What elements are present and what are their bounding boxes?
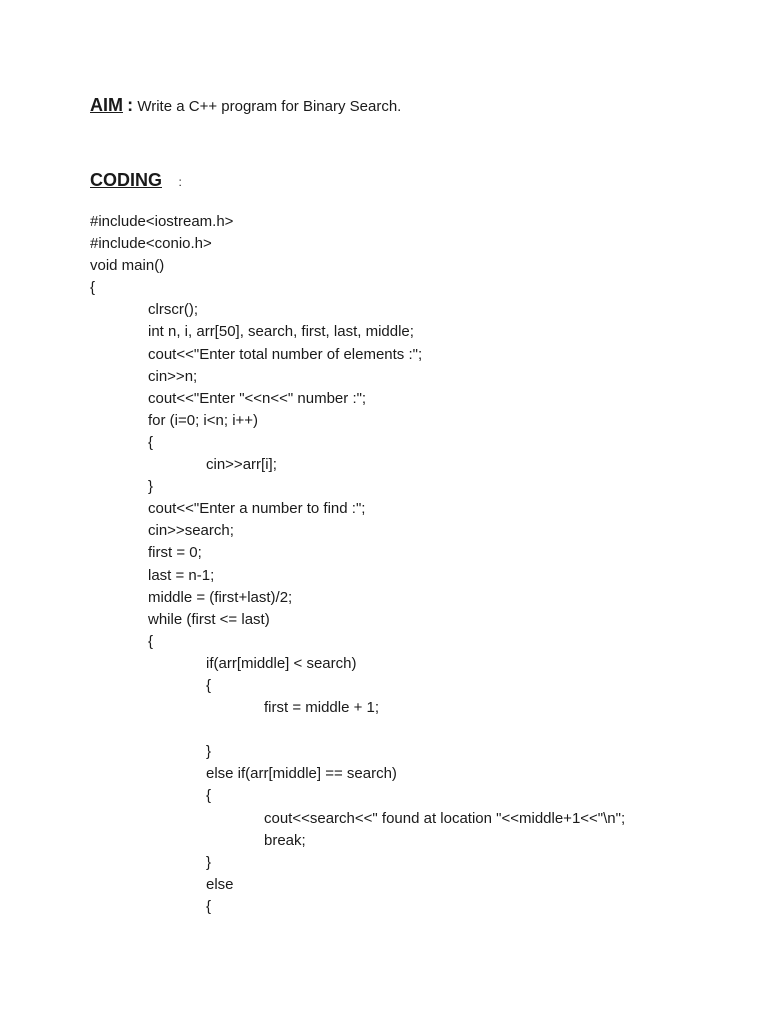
code-line: if(arr[middle] < search): [206, 654, 357, 672]
code-line: {: [90, 279, 96, 297]
code-line: }: [148, 478, 154, 496]
aim-colon: :: [127, 95, 134, 115]
aim-label: AIM: [90, 95, 123, 115]
coding-heading: [90, 170, 182, 191]
code-line: clrscr();: [148, 301, 198, 319]
code-line: {: [206, 897, 212, 915]
code-line: {: [206, 676, 212, 694]
code-line: else if(arr[middle] == search): [206, 765, 397, 783]
aim-text: Write a C++ program for Binary Search.: [137, 98, 402, 115]
code-line: else: [206, 875, 234, 893]
code-line: cin>>arr[i];: [206, 456, 277, 474]
code-line: while (first <= last): [148, 610, 270, 628]
code-line: first = 0;: [148, 544, 202, 562]
coding-colon: :: [178, 175, 182, 189]
code-line: }: [206, 853, 212, 871]
code-line: cout<<"Enter a number to find :";: [148, 500, 366, 518]
code-line: cout<<search<<" found at location "<<middle+1<<"\n";: [264, 809, 626, 827]
coding-label: CODING: [90, 170, 162, 190]
code-line: first = middle + 1;: [264, 699, 380, 717]
code-line: }: [206, 743, 212, 761]
code-line: cout<<"Enter total number of elements :";: [148, 345, 423, 363]
code-line: #include<conio.h>: [90, 235, 212, 253]
aim-line: [90, 94, 401, 118]
code-line: #include<iostream.h>: [90, 213, 234, 230]
code-line: int n, i, arr[50], search, first, last, middle;: [148, 323, 414, 341]
code-line: cin>>n;: [148, 367, 198, 385]
code-line: {: [206, 787, 212, 805]
code-line: {: [148, 632, 154, 650]
code-line: for (i=0; i<n; i++): [148, 411, 259, 429]
code-line: {: [148, 433, 154, 451]
code-line: cout<<"Enter "<<n<<" number :";: [148, 389, 367, 407]
code-line: void main(): [90, 257, 165, 275]
code-line: break;: [264, 831, 306, 849]
code-line: last = n-1;: [148, 566, 215, 584]
code-block: [90, 211, 625, 918]
code-line: middle = (first+last)/2;: [148, 588, 293, 606]
code-line: [90, 719, 625, 741]
code-line: cin>>search;: [148, 522, 234, 540]
